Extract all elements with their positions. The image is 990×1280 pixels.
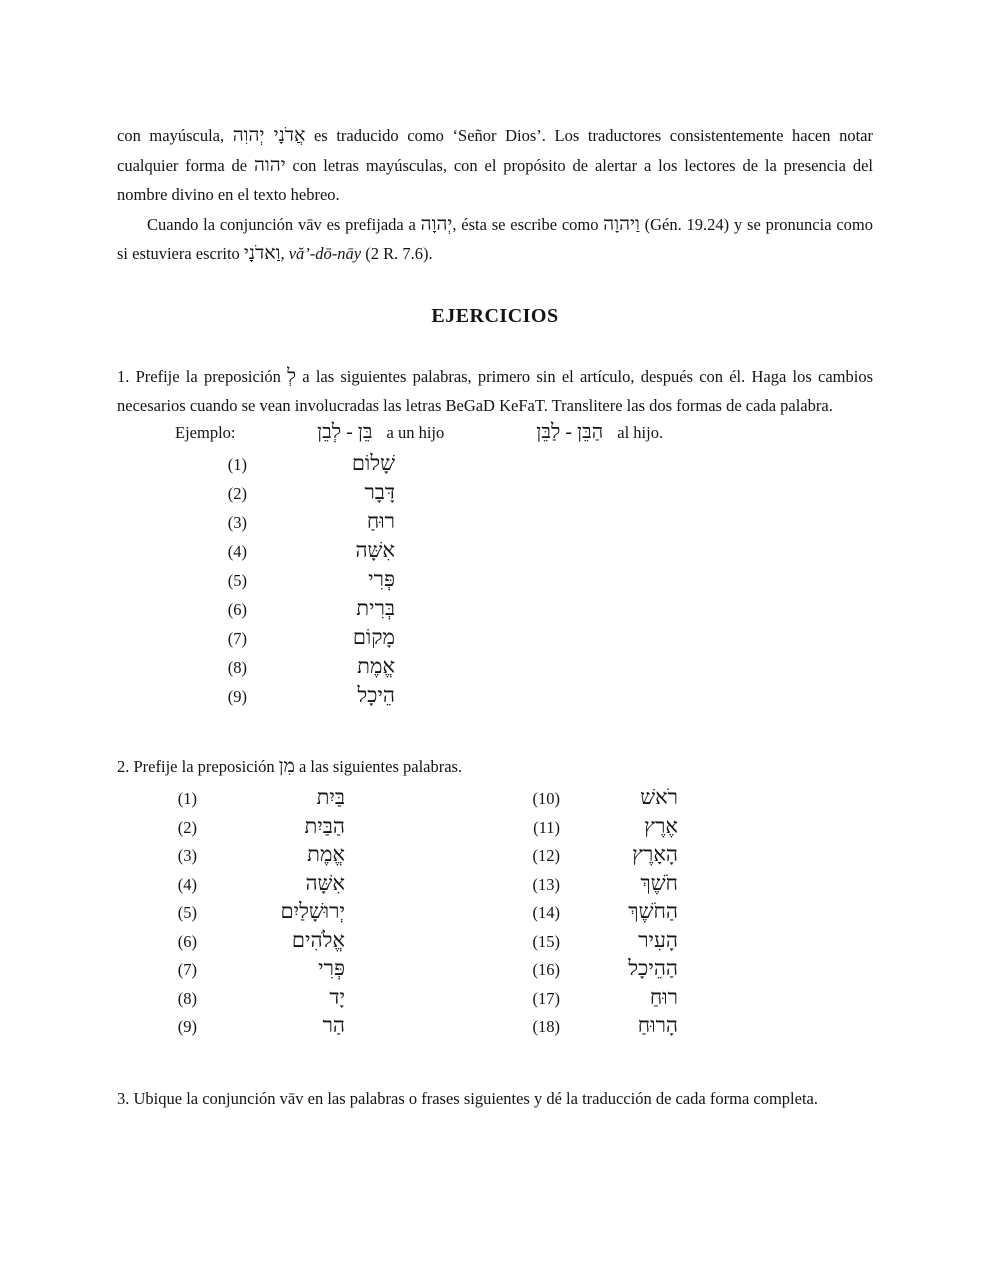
intro-paragraph-1 bbox=[117, 121, 873, 210]
hebrew-word: בַּיִת bbox=[316, 785, 345, 809]
intro-p1-text-c: con letras mayúsculas, con el propósito de alertar a los lectores de la presencia del nombre divino en el texto hebreo. bbox=[117, 155, 873, 204]
list-item bbox=[117, 509, 873, 538]
exercise-1-instructions bbox=[117, 362, 873, 421]
item-number: (18) bbox=[532, 1017, 560, 1036]
example-hebrew-pair-2: הַבֵּן - לַבֵּן bbox=[536, 420, 604, 443]
hebrew-word: אִשָּׁה bbox=[355, 537, 395, 562]
ex2-instructions-a: 2. Prefije la preposición bbox=[117, 756, 279, 776]
item-number: (3) bbox=[227, 512, 247, 532]
hebrew-word: אֱמֶת bbox=[357, 653, 395, 678]
example-caption-1: a un hijo bbox=[386, 422, 445, 442]
item-number: (14) bbox=[532, 903, 560, 922]
hebrew-yhwh-pointed: יְהוָה bbox=[420, 213, 453, 235]
list-row bbox=[117, 985, 873, 1014]
exercise-1-section bbox=[117, 362, 873, 712]
hebrew-word: יָד bbox=[329, 984, 345, 1009]
hebrew-tetragrammaton: יהוה bbox=[253, 154, 286, 176]
intro-p1-text-a: con mayúscula, bbox=[117, 126, 233, 145]
item-number: (12) bbox=[532, 846, 560, 865]
list-row bbox=[117, 814, 873, 843]
example-label: Ejemplo: bbox=[175, 422, 236, 442]
list-row bbox=[117, 871, 873, 900]
hebrew-word: הַהֵיכָל bbox=[628, 956, 678, 980]
list-row bbox=[117, 842, 873, 871]
hebrew-word: הָרוּחַ bbox=[637, 1013, 678, 1037]
hebrew-word: אֱלֹהִים bbox=[291, 927, 345, 952]
intro-p1-text-b: es traducido como ‘Señor Dios’. Los traductores consistentemente hacen notar cualquier forma de bbox=[117, 126, 874, 175]
intro-paragraph-2 bbox=[117, 210, 873, 269]
ex1-instructions-b: a las siguientes palabras, primero sin el artículo, después con él. Haga los cambios necesarios cuando se vean involucradas las letras BeGaD KeFaT. Translitere las dos formas de cada palabra. bbox=[117, 366, 873, 415]
item-number: (11) bbox=[533, 817, 560, 837]
intro-p2-text-d: , bbox=[280, 244, 289, 263]
hebrew-word: הָאָרֶץ bbox=[632, 842, 678, 866]
item-number: (7) bbox=[227, 628, 247, 648]
exercise-1-list bbox=[117, 451, 873, 712]
item-number: (8) bbox=[227, 657, 247, 677]
hebrew-word: אֱמֶת bbox=[307, 842, 345, 866]
item-number: (2) bbox=[177, 817, 197, 837]
intro-p2-text-c: (Gén. 19.24) y se pronuncia como si estuviera escrito bbox=[117, 214, 873, 263]
item-number: (3) bbox=[177, 846, 197, 865]
item-number: (6) bbox=[227, 599, 247, 619]
list-item bbox=[117, 538, 873, 567]
exercise-2-instructions bbox=[117, 752, 873, 782]
example-hebrew-pair-1: בֵּן - לְבֵן bbox=[317, 420, 373, 443]
item-number: (13) bbox=[532, 874, 560, 894]
list-item bbox=[117, 567, 873, 596]
item-number: (6) bbox=[177, 931, 197, 951]
hebrew-word: הֵיכָל bbox=[357, 682, 395, 707]
item-number: (9) bbox=[227, 686, 247, 706]
item-number: (17) bbox=[532, 988, 560, 1008]
list-row bbox=[117, 1013, 873, 1042]
exercises-heading: EJERCICIOS bbox=[431, 304, 559, 327]
intro-p2-text-b: , ésta se escribe como bbox=[452, 214, 604, 234]
list-row bbox=[117, 928, 873, 957]
list-row bbox=[117, 956, 873, 985]
hebrew-preposition-min: מִן bbox=[278, 755, 295, 777]
list-item bbox=[117, 683, 873, 712]
item-number: (8) bbox=[177, 988, 197, 1008]
list-row bbox=[117, 785, 873, 814]
exercise-2-section bbox=[117, 752, 873, 1042]
item-number: (7) bbox=[177, 960, 197, 979]
hebrew-word: אֶרֶץ bbox=[644, 813, 678, 838]
list-item bbox=[117, 625, 873, 654]
ex1-instructions-a: 1. Prefije la preposición bbox=[117, 366, 288, 386]
list-row bbox=[117, 899, 873, 928]
item-number: (4) bbox=[227, 541, 247, 561]
hebrew-word: רֹאשׁ bbox=[640, 785, 678, 809]
exercise-2-list bbox=[117, 785, 873, 1042]
exercise-3-instructions: 3. Ubique la conjunción vāv en las palabras o frases siguientes y dé la traducción de cada forma completa. bbox=[117, 1088, 818, 1108]
hebrew-adonai-yhwh: אֲדֹנָי יְהוִה bbox=[232, 125, 306, 146]
item-number: (2) bbox=[227, 483, 247, 503]
hebrew-word: דָּבָר bbox=[364, 479, 395, 504]
item-number: (1) bbox=[177, 789, 197, 808]
hebrew-preposition-lamed: לְ bbox=[287, 365, 297, 387]
hebrew-word: פְּרִי bbox=[318, 956, 345, 980]
hebrew-word: הַר bbox=[322, 1013, 345, 1037]
intro-p2-text-e: (2 R. 7.6). bbox=[361, 244, 433, 263]
list-item bbox=[117, 596, 873, 625]
hebrew-vav-yhwh: וַיהוָה bbox=[603, 213, 640, 235]
example-row bbox=[175, 421, 873, 450]
ex2-instructions-b: a las siguientes palabras. bbox=[294, 756, 463, 776]
transliteration: vă’-dō-nāy bbox=[288, 244, 362, 263]
hebrew-word: פְּרִי bbox=[368, 566, 395, 591]
item-number: (9) bbox=[177, 1017, 197, 1036]
item-number: (4) bbox=[177, 874, 197, 894]
hebrew-word: רוּחַ bbox=[366, 508, 395, 533]
item-number: (1) bbox=[227, 454, 247, 474]
hebrew-word: בְּרִית bbox=[356, 595, 395, 620]
hebrew-word: שָׁלוֹם bbox=[351, 450, 395, 475]
item-number: (5) bbox=[177, 903, 197, 922]
hebrew-word: הַבַּיִת bbox=[304, 813, 345, 838]
list-item bbox=[117, 654, 873, 683]
intro-p2-text-a: Cuando la conjunción vāv es prefijada a bbox=[147, 214, 421, 234]
hebrew-word: מָקוֹם bbox=[352, 624, 395, 649]
hebrew-word: הַחֹשֶׁךְ bbox=[628, 899, 678, 923]
list-item bbox=[117, 480, 873, 509]
item-number: (5) bbox=[227, 570, 247, 590]
hebrew-word: הָעִיר bbox=[638, 927, 678, 952]
hebrew-vadonai: וַאדֹנָי bbox=[243, 243, 281, 264]
example-caption-2: al hijo. bbox=[617, 422, 664, 442]
list-item bbox=[117, 451, 873, 480]
hebrew-word: אִשָּׁה bbox=[305, 870, 345, 895]
hebrew-word: חֹשֶׁךְ bbox=[640, 870, 678, 895]
item-number: (15) bbox=[532, 931, 560, 951]
item-number: (16) bbox=[532, 960, 560, 979]
item-number: (10) bbox=[532, 789, 560, 808]
hebrew-word: רוּחַ bbox=[649, 984, 678, 1009]
hebrew-word: יְרוּשָׁלַיִם bbox=[280, 899, 345, 923]
